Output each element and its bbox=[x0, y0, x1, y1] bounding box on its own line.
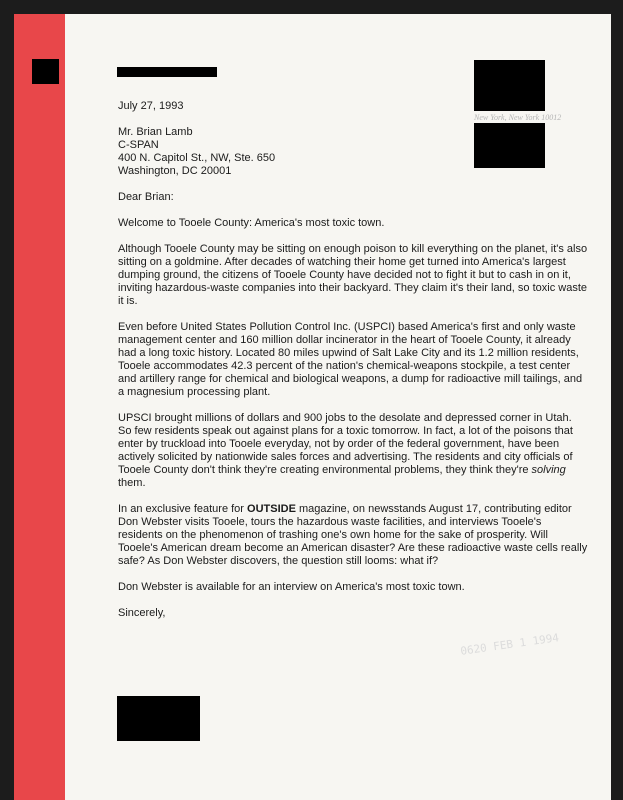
recipient-name: Mr. Brian Lamb bbox=[118, 126, 193, 138]
paragraph-4 bbox=[118, 503, 588, 568]
letter-body bbox=[118, 100, 588, 633]
recipient-org: C-SPAN bbox=[118, 139, 159, 151]
closing: Sincerely, bbox=[118, 607, 166, 619]
paragraph-5: Don Webster is available for an interview on America's most toxic town. bbox=[118, 581, 465, 593]
redaction-bar bbox=[117, 67, 217, 77]
paragraph-3-text: UPSCI brought millions of dollars and 900 jobs to the desolate and depressed corner in Utah. So few residents speak out against plans for a toxic tomorrow. In fact, a lot of the poisons that enter by truckload into Tooele everyday, not by order of the federal government, have been actively solicited by nationwide sales forces and advertising. The residents and city officials of Tooele County don't think they're creating environmental problems, they think they're bbox=[118, 412, 573, 476]
red-margin-bar bbox=[14, 14, 65, 800]
paragraph-3 bbox=[118, 412, 588, 490]
redaction-signature bbox=[117, 696, 200, 741]
recipient-city: Washington, DC 20001 bbox=[118, 165, 232, 177]
paragraph-4-start: In an exclusive feature for bbox=[118, 503, 248, 515]
paragraph-3-emphasis: solving bbox=[531, 464, 566, 476]
redaction-block bbox=[32, 59, 59, 84]
letter-page bbox=[14, 14, 611, 800]
paragraph-3-end: them. bbox=[118, 477, 146, 489]
paragraph-1: Although Tooele County may be sitting on enough poison to kill everything on the planet, it's also sitting on a goldmine. After decades of watching their home get turned into America's largest dumping ground, the citizens of Tooele County have decided not to fight it but to cash in on it, inviting hazardous-waste companies into their backyard. They claim it's their land, so toxic waste it is. bbox=[118, 243, 588, 307]
magazine-name: OUTSIDE bbox=[247, 503, 296, 515]
paragraph-4-rest: magazine, on newsstands August 17, contributing editor Don Webster visits Tooele, tours the hazardous waste facilities, and interviews Tooele's residents on the phenomenon of trashing one's own home for the sake of prosperity. Will Tooele's American dream become an American disaster? Are these radioactive waste cells really safe? As Don Webster discovers, the question still looms: what if? bbox=[118, 503, 588, 567]
salutation: Dear Brian: bbox=[118, 191, 174, 203]
intro-line: Welcome to Tooele County: America's most toxic town. bbox=[118, 217, 385, 229]
recipient-address bbox=[118, 126, 588, 178]
letterhead-address: New York, New York 10012 bbox=[474, 113, 562, 122]
paragraph-2: Even before United States Pollution Control Inc. (USPCI) based America's first and only waste management center and 160 million dollar incinerator in the heart of Tooele County, it already had a long toxic history. Located 80 miles upwind of Salt Lake City and its 1.2 million residents, Tooele accommodates 42.3 percent of the nation's chemical-weapons stockpile, a test center and artillery range for chemical and biological weapons, a dump for radioactive mill tailings, and a magnesium processing plant. bbox=[118, 321, 583, 398]
recipient-street: 400 N. Capitol St., NW, Ste. 650 bbox=[118, 152, 276, 164]
received-stamp: 0620 FEB 1 1994 bbox=[459, 631, 560, 658]
letter-date: July 27, 1993 bbox=[118, 100, 184, 112]
